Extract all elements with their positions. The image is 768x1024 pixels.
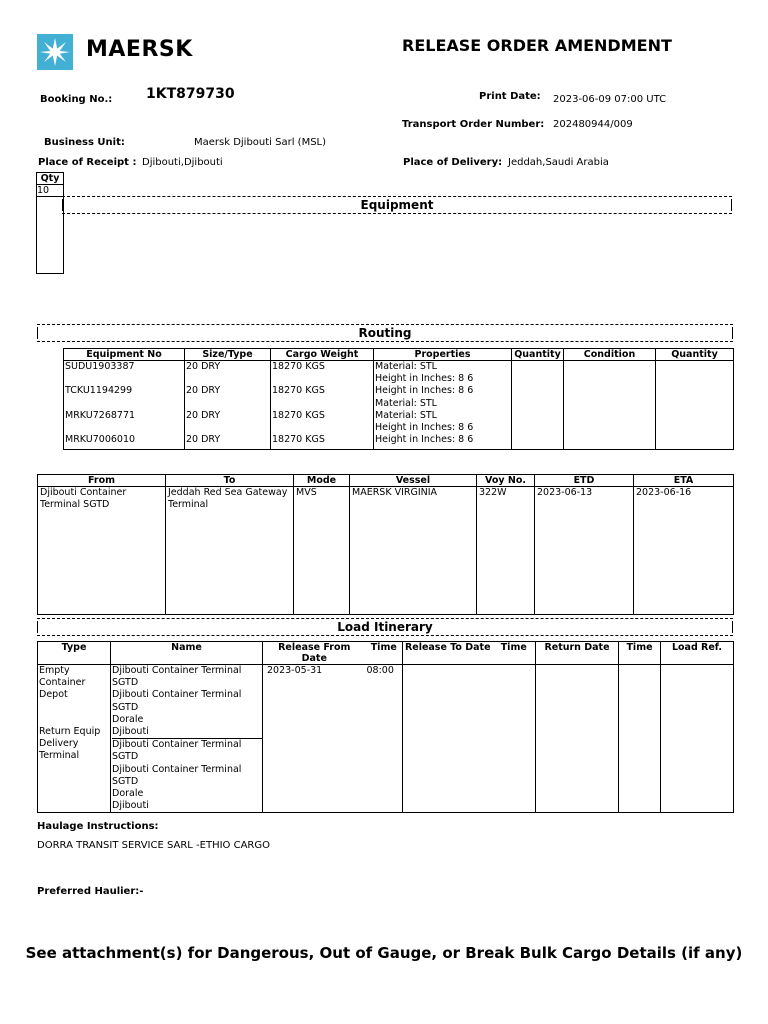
col-load-ref: Load Ref. [661,642,734,665]
equipment-no: TCKU1194299 [65,385,133,397]
print-date-label: Print Date: [479,91,541,102]
haulage-instructions-value: DORRA TRANSIT SERVICE SARL -ETHIO CARGO [37,840,270,851]
route-to: Jeddah Red Sea Gateway Terminal [166,487,294,615]
release-from-time: 08:00 [366,665,394,676]
load-itinerary-section-band [37,618,733,636]
property: Material: STL [375,361,437,372]
business-unit-label: Business Unit: [44,137,125,148]
itinerary-name: Djibouti [112,800,149,812]
col-quantity-2: Quantity [656,349,734,361]
route-eta: 2023-06-16 [634,487,734,615]
booking-label: Booking No.: [40,94,113,105]
route-etd: 2023-06-13 [535,487,634,615]
route-mode: MVS [294,487,350,615]
col-size-type: Size/Type [185,349,271,361]
col-mode: Mode [294,475,350,487]
col-time-3: Time [619,642,661,665]
itinerary-table-header [38,642,734,665]
route-from: Djibouti Container Terminal SGTD [38,487,166,615]
col-vessel: Vessel [350,475,477,487]
qty-box [36,172,64,274]
routing-section-band [37,324,733,342]
itinerary-name: Djibouti Container Terminal SGTD [112,763,242,787]
col-quantity: Quantity [512,349,564,361]
itinerary-name: Djibouti Container Terminal [112,739,242,751]
col-voy-no: Voy No. [477,475,535,487]
footer-note: See attachment(s) for Dangerous, Out of Gauge, or Break Bulk Cargo Details (if any) [25,944,743,962]
itinerary-type: Empty Container Depot [39,665,86,701]
itinerary-type: Return Equip Delivery Terminal [39,726,101,762]
route-vessel: MAERSK VIRGINIA [350,487,477,615]
itinerary-table [37,641,734,813]
equipment-section-title: Equipment [360,198,434,212]
size-type: 20 DRY [186,434,221,446]
qty-value: 10 [37,185,63,197]
itinerary-name: Djibouti Container Terminal SGTD [112,689,242,713]
col-release-to-date: Release To Date [403,642,493,665]
place-of-delivery-value: Jeddah,Saudi Arabia [508,157,609,168]
col-cargo-weight: Cargo Weight [271,349,374,361]
property: Material: STL [375,397,437,409]
transport-order-value: 202480944/009 [553,119,633,130]
col-to: To [166,475,294,487]
property: Height in Inches: 8 6 [375,422,474,434]
col-release-from-date: Release From Date [263,642,366,665]
col-condition: Condition [564,349,656,361]
place-of-receipt-label: Place of Receipt : [38,157,137,168]
place-of-delivery-label: Place of Delivery: [403,157,503,168]
print-date-value: 2023-06-09 07:00 UTC [553,94,667,105]
equipment-no: SUDU1903387 [65,361,135,372]
size-type: 20 DRY [186,409,221,421]
release-from-date: 2023-05-31 [267,665,323,676]
cargo-weight: 18270 KGS [272,409,325,421]
itinerary-name: Djibouti Container Terminal [112,665,242,676]
col-return-date: Return Date [536,642,619,665]
equipment-section-band [62,196,732,214]
col-etd: ETD [535,475,634,487]
property: Material: STL [375,409,437,421]
equipment-table [63,348,734,450]
routing-table-header [38,475,734,487]
col-time-1: Time [366,642,403,665]
property: Height in Inches: 8 6 [375,385,474,397]
col-from: From [38,475,166,487]
cargo-weight: 18270 KGS [272,361,325,372]
cargo-weight: 18270 KGS [272,385,325,397]
itinerary-name: SGTD [112,677,139,689]
property: Height in Inches: 8 6 [375,434,474,446]
col-time-2: Time [493,642,536,665]
load-itinerary-section-title: Load Itinerary [337,620,433,634]
itinerary-name: Djibouti [112,726,262,739]
equipment-table-header [64,349,734,361]
routing-section-title: Routing [358,326,412,340]
route-voy: 322W [477,487,535,615]
equipment-no: MRKU7006010 [65,434,136,446]
cargo-weight: 18270 KGS [272,434,325,446]
routing-table [37,474,734,615]
preferred-haulier-label: Preferred Haulier:- [37,886,144,897]
size-type: 20 DRY [186,385,221,397]
col-type: Type [38,642,111,665]
equipment-no: MRKU7268771 [65,409,136,421]
col-name: Name [111,642,263,665]
property: Height in Inches: 8 6 [375,373,474,385]
place-of-receipt-value: Djibouti,Djibouti [142,157,223,168]
transport-order-label: Transport Order Number: [402,119,545,130]
document-title: RELEASE ORDER AMENDMENT [402,36,672,55]
business-unit-value: Maersk Djibouti Sarl (MSL) [194,137,327,148]
qty-header: Qty [37,173,63,185]
maersk-star-logo-icon [37,34,73,70]
itinerary-name: SGTD [112,751,139,763]
brand-name: MAERSK [86,37,193,62]
table-row [64,361,734,450]
itinerary-name: Dorale [112,788,144,800]
haulage-instructions-label: Haulage Instructions: [37,821,159,832]
table-row [38,487,734,615]
table-row [38,665,734,813]
col-properties: Properties [374,349,512,361]
col-eta: ETA [634,475,734,487]
size-type: 20 DRY [186,361,221,372]
booking-number: 1KT879730 [146,86,235,102]
itinerary-name: Dorale [112,713,144,725]
col-equipment-no: Equipment No [64,349,185,361]
